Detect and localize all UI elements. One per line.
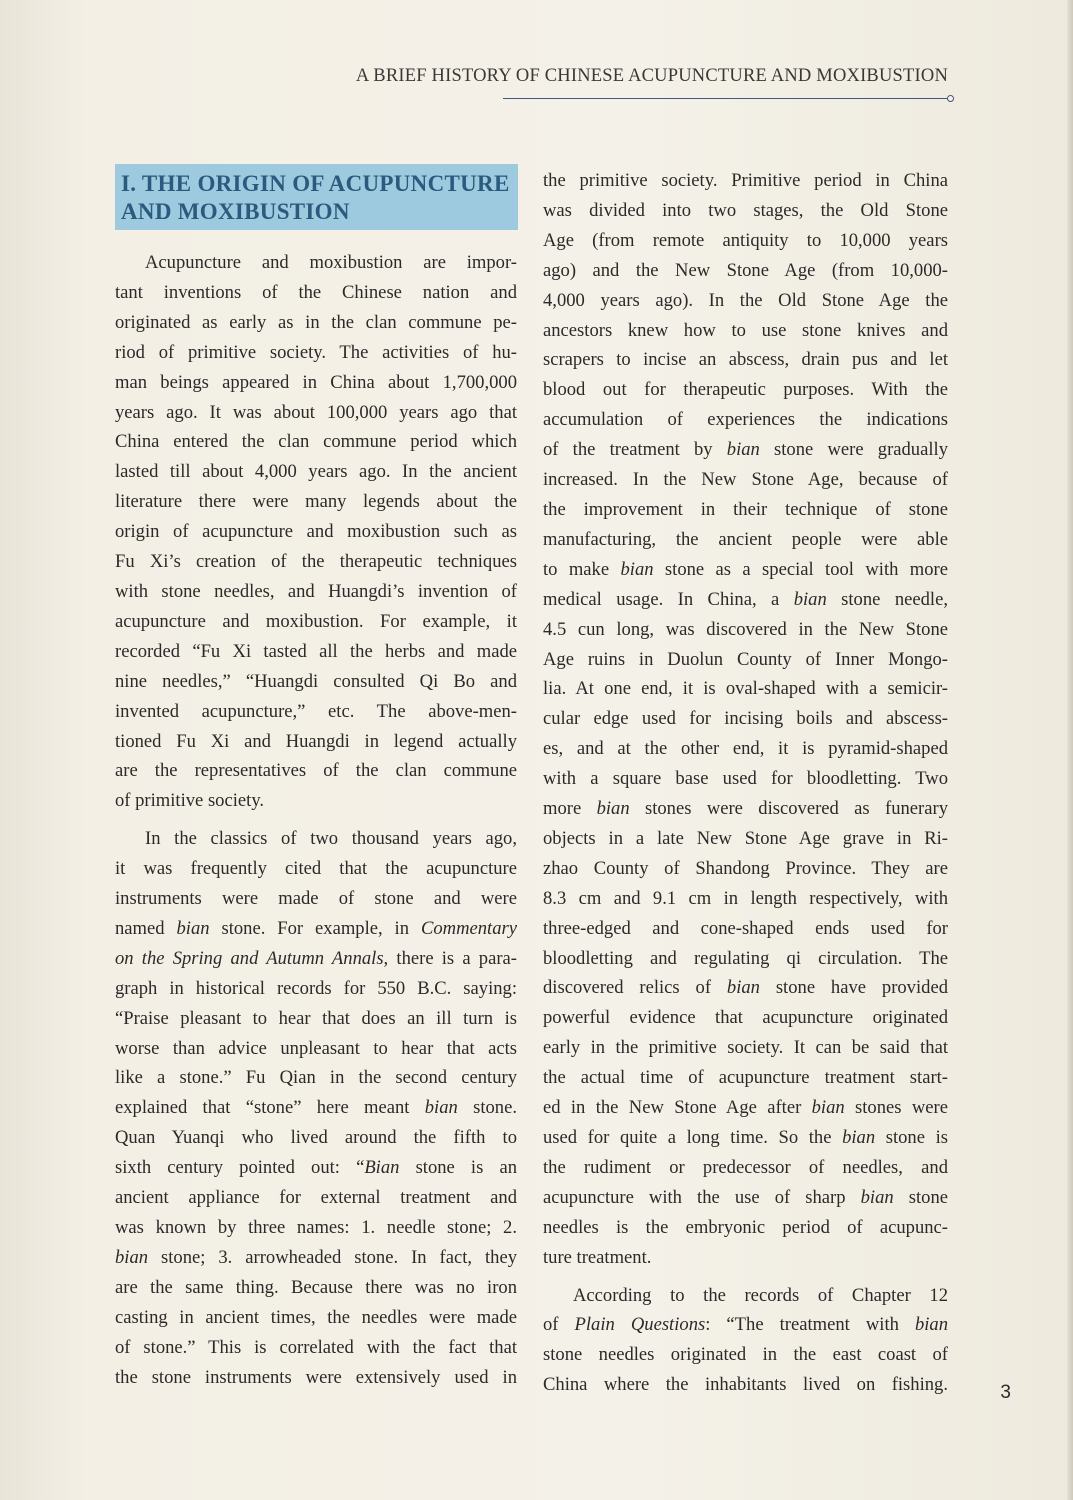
text-line: ancestors knew how to use stone knives and — [543, 319, 948, 341]
text-line: of the treatment by bian stone were gradually — [543, 439, 948, 461]
paragraph-2 — [115, 824, 517, 1392]
text-line: blood out for therapeutic purposes. With the — [543, 379, 948, 401]
text-line: with a square base used for bloodletting. Two — [543, 768, 948, 790]
text-line: Acupuncture and moxibustion are impor- — [145, 252, 517, 273]
text-line: tant inventions of the Chinese nation and — [115, 281, 517, 303]
text-line: invented acupuncture,” etc. The above-men- — [115, 700, 517, 722]
text-line: the improvement in their technique of stone — [543, 498, 948, 520]
text-line: 8.3 cm and 9.1 cm in length respectively, with — [543, 887, 948, 909]
text-line: the rudiment or predecessor of needles, and — [543, 1156, 948, 1178]
text-line: Quan Yuanqi who lived around the fifth to — [115, 1127, 517, 1149]
text-line: Age (from remote antiquity to 10,000 years — [543, 229, 948, 251]
text-line: instruments were made of stone and were — [115, 888, 517, 910]
text-line: with stone needles, and Huangdi’s invention of — [115, 580, 517, 602]
text-line: riod of primitive society. The activities of hu- — [115, 341, 517, 363]
text-line: Fu Xi’s creation of the therapeutic techniques — [115, 551, 517, 573]
text-line: lasted till about 4,000 years ago. In the ancient — [115, 461, 517, 483]
text-line: literature there were many legends about the — [115, 491, 517, 513]
text-line: cular edge used for incising boils and abscess- — [543, 708, 948, 730]
running-head: A BRIEF HISTORY OF CHINESE ACUPUNCTURE AND MOXIBUSTION — [355, 66, 948, 86]
text-line: named bian stone. For example, in Commentary — [115, 917, 517, 939]
text-line: like a stone.” Fu Qian in the second century — [115, 1067, 517, 1089]
text-line: was divided into two stages, the Old Stone — [543, 199, 948, 221]
text-line: China where the inhabitants lived on fishing. — [543, 1374, 948, 1396]
text-line: manufacturing, the ancient people were able — [543, 528, 948, 550]
text-line: casting in ancient times, the needles were made — [115, 1306, 517, 1328]
text-line: the stone instruments were extensively used in — [115, 1366, 517, 1388]
text-line: originated as early as in the clan commune pe- — [115, 311, 517, 333]
text-line: it was frequently cited that the acupuncture — [115, 858, 517, 880]
text-line: ancient appliance for external treatment and — [115, 1187, 517, 1209]
text-line: es, and at the other end, it is pyramid-shaped — [543, 738, 948, 760]
paragraph-1 — [115, 248, 517, 816]
header-rule — [503, 98, 950, 99]
text-line: scrapers to incise an abscess, drain pus and let — [543, 349, 948, 371]
text-line: needles is the embryonic period of acupunc- — [543, 1216, 948, 1238]
text-line: increased. In the New Stone Age, because of — [543, 469, 948, 491]
text-line: of primitive society. — [115, 790, 265, 812]
right-column — [543, 166, 948, 1400]
section-heading: I. THE ORIGIN OF ACUPUNCTURE AND MOXIBUSTION — [121, 171, 510, 224]
text-line: explained that “stone” here meant bian stone. — [115, 1097, 517, 1119]
text-line: acupuncture with the use of sharp bian stone — [543, 1186, 948, 1208]
header-rule-ornament — [947, 95, 954, 102]
text-line: In the classics of two thousand years ago, — [145, 828, 517, 850]
text-line: bian stone; 3. arrowheaded stone. In fact, they — [115, 1246, 517, 1268]
text-line: objects in a late New Stone Age grave in Ri- — [543, 827, 948, 849]
paragraph-4 — [543, 1281, 948, 1401]
text-line: medical usage. In China, a bian stone needle, — [543, 588, 948, 610]
text-line: man beings appeared in China about 1,700,000 — [115, 371, 517, 393]
text-line: zhao County of Shandong Province. They are — [543, 857, 948, 879]
text-line: worse than advice unpleasant to hear that acts — [115, 1037, 517, 1059]
text-line: are the representatives of the clan commune — [115, 760, 517, 782]
text-line: was known by three names: 1. needle stone; 2. — [115, 1217, 517, 1238]
text-line: 4,000 years ago). In the Old Stone Age the — [543, 289, 948, 311]
text-line: graph in historical records for 550 B.C. saying: — [115, 977, 517, 999]
text-line: sixth century pointed out: “Bian stone is an — [115, 1157, 517, 1179]
text-line: powerful evidence that acupuncture originated — [543, 1007, 948, 1029]
text-line: discovered relics of bian stone have provided — [543, 977, 948, 999]
text-line: acupuncture and moxibustion. For example, it — [115, 610, 517, 632]
paragraph-3 — [543, 166, 948, 1273]
text-line: recorded “Fu Xi tasted all the herbs and made — [115, 640, 517, 662]
text-line: of Plain Questions: “The treatment with bian — [543, 1314, 949, 1336]
text-line: used for quite a long time. So the bian stone is — [543, 1127, 948, 1148]
text-line: According to the records of Chapter 12 — [573, 1284, 948, 1306]
text-line: lia. At one end, it is oval-shaped with a semicir- — [543, 678, 948, 700]
text-line: are the same thing. Because there was no iron — [115, 1276, 517, 1298]
text-line: 4.5 cun long, was discovered in the New Stone — [543, 618, 948, 640]
text-line: tioned Fu Xi and Huangdi in legend actually — [115, 730, 517, 752]
text-line: early in the primitive society. It can be said that — [543, 1037, 948, 1059]
text-line: the actual time of acupuncture treatment start- — [543, 1067, 948, 1089]
text-line: the primitive society. Primitive period in China — [543, 170, 948, 191]
text-line: origin of acupuncture and moxibustion such as — [115, 521, 517, 543]
page-edge — [1067, 0, 1073, 1500]
text-line: ture treatment. — [543, 1246, 652, 1268]
text-line: nine needles,” “Huangdi consulted Qi Bo and — [115, 670, 517, 692]
text-line: more bian stones were discovered as funerary — [543, 798, 948, 820]
text-line: stone needles originated in the east coast of — [543, 1344, 948, 1366]
section-heading-box — [115, 164, 518, 230]
text-line: ago) and the New Stone Age (from 10,000- — [543, 259, 948, 281]
text-line: ed in the New Stone Age after bian stones were — [543, 1097, 948, 1119]
text-line: bloodletting and regulating qi circulation. The — [543, 947, 948, 969]
text-line: on the Spring and Autumn Annals, there is a para- — [115, 947, 517, 969]
text-line: “Praise pleasant to hear that does an ill turn is — [115, 1007, 517, 1029]
left-column — [115, 248, 517, 1392]
text-line: of stone.” This is correlated with the fact that — [115, 1336, 517, 1358]
text-line: to make bian stone as a special tool with more — [543, 558, 948, 580]
text-line: accumulation of experiences the indications — [543, 409, 948, 431]
page-number: 3 — [1000, 1382, 1011, 1403]
text-line: Age ruins in Duolun County of Inner Mongo- — [543, 648, 948, 670]
text-line: China entered the clan commune period which — [115, 431, 517, 453]
text-line: three-edged and cone-shaped ends used for — [543, 917, 948, 939]
text-line: years ago. It was about 100,000 years ago that — [115, 401, 517, 423]
